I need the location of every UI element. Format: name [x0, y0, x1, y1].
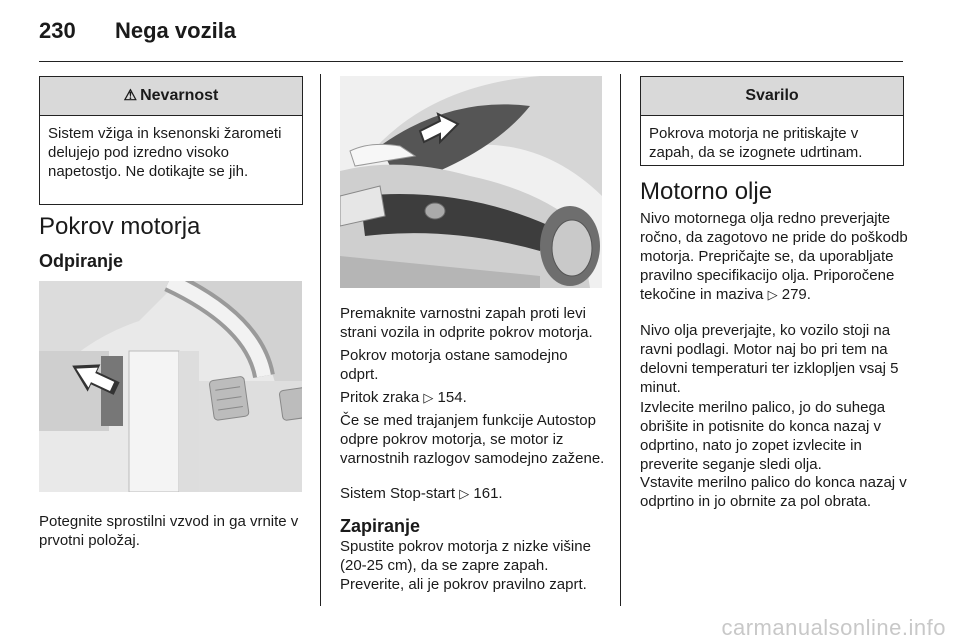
watermark: carmanualsonline.info: [721, 615, 946, 640]
column-divider-2: [620, 74, 621, 606]
caution-box-text: Pokrova motorja ne pritiskajte v zapah, da se izognete udrtinam.: [649, 125, 863, 161]
danger-box-header: [40, 77, 302, 116]
oil-paragraph-4: Vstavite merilno palico do konca nazaj v odprtino in jo obrnite za pol obrata.: [640, 474, 907, 510]
fluids-page-link[interactable]: 279.: [781, 286, 811, 303]
hood-latch-illustration: [340, 76, 602, 288]
header-divider: [39, 61, 903, 62]
column-divider-1: [320, 74, 321, 606]
hood-heading: Pokrov motorja: [39, 213, 201, 240]
hood-stays-open-text: Pokrov motorja ostane samodejno odprt.: [340, 347, 568, 383]
danger-box-title: Nevarnost: [140, 87, 219, 104]
oil-paragraph-2: Nivo olja preverjajte, ko vozilo stoji na ravni podlagi. Motor naj bo pri tem na delovni temperaturi ter izklopljen vsaj 5 minut.: [640, 322, 899, 396]
caution-box: [640, 76, 904, 166]
danger-box: [39, 76, 303, 205]
page-title: Nega vozila: [115, 18, 237, 43]
page-reference-icon: ▷: [767, 287, 778, 302]
opening-subheading: Odpiranje: [39, 251, 124, 271]
oil-paragraph-3: Izvlecite merilno palico, jo do suhega obrišite in potisnite do konca nazaj v odprtino, nato jo zopet izvlecite in preverite seganje sledi olja.: [640, 399, 886, 473]
page-reference-icon: ▷: [459, 486, 470, 501]
oil-paragraph-1: [640, 209, 908, 304]
page-reference-icon: ▷: [423, 390, 434, 405]
closing-instruction: Spustite pokrov motorja z nizke višine (20-25 cm), da se zapre zapah. Preverite, ali je pokrov pravilno zaprt.: [340, 538, 591, 593]
latch-instruction: Premaknite varnostni zapah proti levi strani vozila in odprite pokrov motorja.: [340, 305, 593, 341]
page-number: 230: [39, 18, 76, 43]
release-instruction: Potegnite sprostilni vzvod in ga vrnite v prvotni položaj.: [39, 513, 299, 549]
page-header: [39, 18, 236, 44]
closing-subheading: Zapiranje: [340, 516, 421, 536]
caution-box-title: Svarilo: [641, 77, 903, 116]
airflow-page-link[interactable]: 154.: [437, 389, 467, 406]
airflow-label: Pritok zraka: [340, 389, 420, 406]
airflow-reference: [340, 388, 608, 407]
autostop-text: Če se med trajanjem funkcije Autostop odpre pokrov motorja, se motor iz varnostnih razlogov samodejno zažene.: [340, 412, 605, 467]
oil-heading: Motorno olje: [640, 178, 773, 205]
stopstart-label: Sistem Stop-start: [340, 485, 456, 502]
oil-check-text: Nivo motornega olja redno preverjajte ročno, da zagotovo ne pride do poškodb motorja. Prepričajte se, da uporabljate pravilno specifikacijo olja. Priporočene tekočine in maziva: [640, 210, 908, 303]
stopstart-reference: [340, 484, 608, 503]
warning-triangle-icon: ⚠: [123, 87, 138, 104]
danger-box-text: Sistem vžiga in ksenonski žarometi delujejo pod izredno visoko napetostjo. Ne dotikajte se jih.: [48, 125, 282, 180]
release-lever-illustration: [39, 281, 302, 492]
stopstart-page-link[interactable]: 161.: [473, 485, 503, 502]
